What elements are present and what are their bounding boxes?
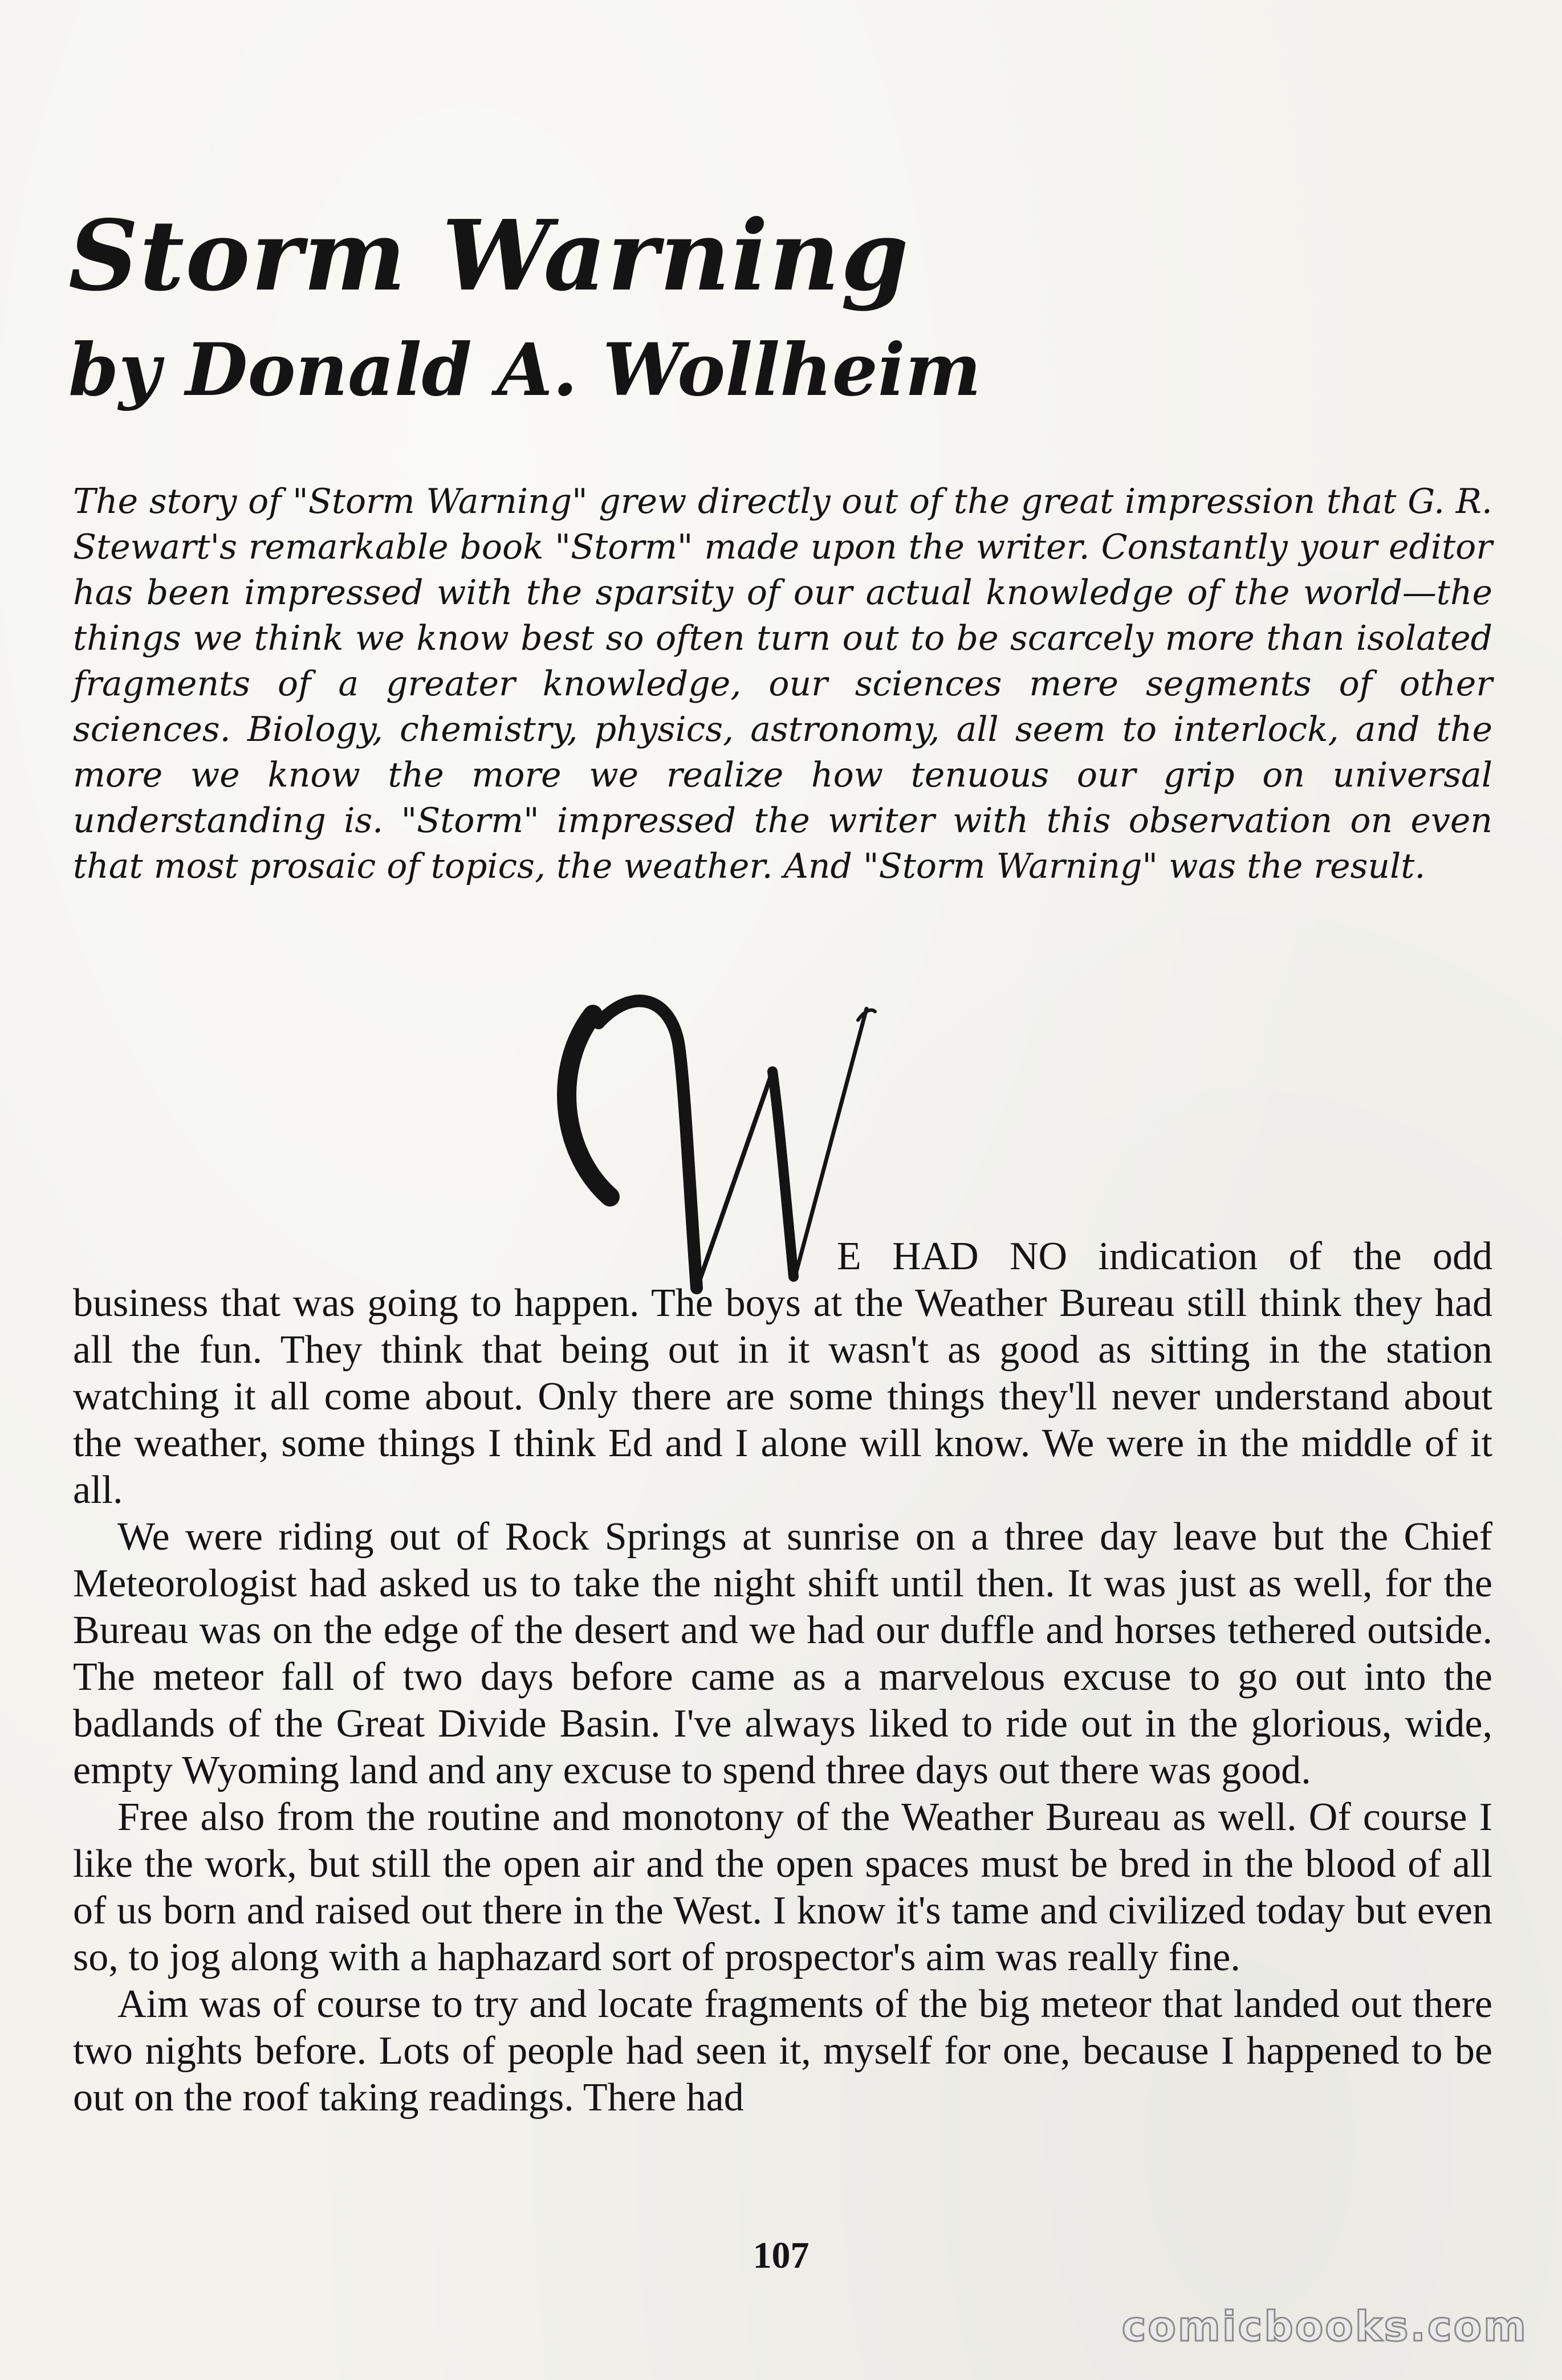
story-paragraph-4: Aim was of course to try and locate fragments of the big meteor that landed out there two nights before. Lots of people had seen it, myself for one, because I happened to be out on the roof taking readings. There had <box>73 1982 1492 2120</box>
story-paragraph-1: business that was going to happen. The boys at the Weather Bureau still think they had all the fun. They think that being out in it wasn't as good as sitting in the station watching it all come about. Only there are some things they'll never understand about the weather, some things I think Ed and I alone will know. We were in the middle of it all. <box>73 1281 1492 1512</box>
author-byline: by Donald A. Wollheim <box>68 328 982 412</box>
story-first-line: E HAD NO indication of the odd <box>837 1234 1492 1278</box>
story-paragraph-2: We were riding out of Rock Springs at sunrise on a three day leave but the Chief Meteorologist had asked us to take the night shift until then. It was just as well, for the Bureau was on the edge of the desert and we had our duffle and horses tethered outside. The meteor fall of two days before came as a marvelous excuse to go out into the badlands of the Great Divide Basin. I've always liked to ride out in the glorious, wide, empty Wyoming land and any excuse to spend three days out there was good. <box>73 1515 1492 1792</box>
story-body <box>73 1280 1492 2121</box>
page-number: 107 <box>752 2235 810 2276</box>
drop-cap-w <box>547 980 878 1299</box>
site-watermark: comicbooks.com <box>1121 2302 1528 2350</box>
story-paragraph-3: Free also from the routine and monotony of the Weather Bureau as well. Of course I like the work, but still the open air and the open spaces must be bred in the blood of all of us born and raised out there in the West. I know it's tame and civilized today but even so, to jog along with a haphazard sort of prospector's aim was really fine. <box>73 1795 1492 1979</box>
story-title: Storm Warning <box>68 199 910 313</box>
editor-introduction: The story of "Storm Warning" grew directly out of the great impression that G. R. Stewart's remarkable book "Storm" made upon the writer. Constantly your editor has been impressed with the sparsity of our actual knowledge of the world—the things we think we know best so often turn out to be scarcely more than isolated fragments of a greater knowledge, our sciences mere segments of other sciences. Biology, chemistry, physics, astronomy, all seem to interlock, and the more we know the more we realize how tenuous our grip on universal understanding is. "Storm" impressed the writer with this observation on even that most prosaic of topics, the weather. And "Storm Warning" was the result. <box>73 482 1492 886</box>
